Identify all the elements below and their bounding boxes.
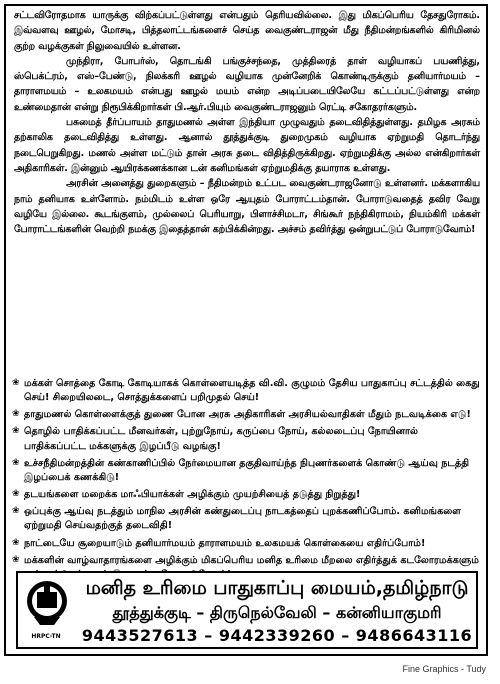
lotus-bullet-icon: ❀ [12,554,20,565]
demand-text: தொழில் பாதிக்கப்பட்ட மீனவர்கள், புற்றுநோய், கருப்பை நோய், கல்லடைப்பு நோயினால் பாதிக்கப்பட்ட மக்களுக்கு இழப்பீடு வழங்கு! [24,426,418,452]
body-text [14,8,480,237]
demand-item [12,408,482,422]
organization-footer [16,571,478,649]
demand-text: மக்கள் சொத்தை கோடி கோடியாகக் கொள்ளையடித்த வி.வி. குழுமம் தேசிய பாதுகாப்பு சட்டத்தில் கைது செய்! சிறையிலடை, சொத்துக்களைப் பறிமுதல் செய்! [24,378,480,404]
printer-credit: Fine Graphics - Tudy [402,664,486,674]
paragraph: முந்திரா, போபர்ஸ், தொடங்கி பங்குச்சந்தை, முத்திரைத் தாள் வழியாகப் பயணித்து, ஸ்பெக்ட்ரம், எஸ்–பேண்டு, நிலக்கரி ஊழல் வழியாக முன்னேறிக் கொண்டிருக்கும் தனியார்மயம் – தாராளமயம் – உலகமயம் என்பது ஊழல் மயம் என்ற அடிப்படையிலேயே கட்டப்பட்டுள்ளது என்ற உண்மைதான் என்று நிரூபிக்கிறார்கள் பி.ஆர்.பியும் வைகுண்டராஜனும் ரெட்டி சகோதரர்களும். [14,55,480,113]
demand-text: மக்களின் வாழ்வாதாரங்களை அழிக்கும் மிகப்பெரிய மனித உரிமை மீறலை எதிர்த்துக் கடலோரமக்களும் [24,554,479,566]
demand-item [12,377,482,405]
demand-text: தடயங்களை மறைக்க மாஃபியாக்கள் அழிக்கும் முயற்சியைத் தடுத்து நிறுத்து! [24,489,361,501]
lotus-bullet-icon: ❀ [12,489,20,500]
paragraph: அரசின் அனைத்து துறைகளும் – நீதிமன்றம் உட்பட வைகுண்டராஜனோடு உள்ளனர். மக்களாகிய நாம் தனியாக உள்ளோம். நம்மிடம் உள்ள ஒரே ஆயுதம் போராட்டம்தான். போராடுவதைத் தவிர வேறு வழியே இல்லை. கூடங்குளம், முல்லைப் பெரியாறு, பிளாச்சிமடா, சிங்கூர் நந்திகிராமம், நியம்கிரி மக்கள் போராட்டங்களின் வெற்றி நமக்கு இதைத்தான் கற்பிக்கின்றது. அச்சம் தவிர்த்து ஒன்றுபட்டுப் போராடுவோம்! [14,178,480,236]
paragraph: பசுமைத் தீர்ப்பாயம் தாதுமணல் அள்ள இந்தியா முழுவதும் தடைவிதித்துள்ளது. தமிழக அரசும் தற்காலிக தடைவிதித்து உள்ளது. ஆனால் தூத்துக்குடி துறைமுகம் வழியாக ஏற்றுமதி தொடர்ந்து நடைபெறுகிறது. மணல் அள்ள மட்டும் தான் அரசு தடை விதித்திருக்கிறது. ஏற்றுமதிக்கு அல்ல என்கிறார்கள் அதிகாரிகள். இன்னும் ஆயிரக்கணக்கான டன் கனிமங்கள் ஏற்றுமதிக்கு தயாராக உள்ளது. [14,117,480,174]
lotus-bullet-icon: ❀ [12,457,20,468]
demand-item [12,537,482,551]
logo-text: HRPC-TN [31,633,61,640]
demand-text: ஒப்புக்கு ஆய்வு நடத்தும் மாநில அரசின் கண்துடைப்பு நாடகத்தைப் புறக்கணிப்போம். கனிமங்களை ஏற்றுமதி செய்வதற்குத் தடைவிதி! [24,506,461,532]
organization-name: மனித உரிமை பாதுகாப்பு மையம்,தமிழ்நாடு [85,577,469,599]
demand-text: நாட்டையே சூறையாடும் தனியார்மயம் தாராளமயம் உலகமயக் கொள்கையை எதிர்ப்போம்! [24,537,426,549]
paragraph: சட்டவிரோதமாக யாருக்கு விற்கப்பட்டுள்ளது என்பதும் தெரியவில்லை. இது மிகப்பெரிய தேசதுரோகம். இவ்வளவு ஊழல், மோசடி, பித்தலாட்டங்களைச் செய்த வைகுண்டராஜன் மீது நீதிமன்றங்களில் கிரிமினல் குற்ற வழக்குகள் நிலுவையில் உள்ளன. [14,10,480,52]
lotus-bullet-icon: ❀ [12,378,20,388]
phone-numbers: 9443527613 – 9442339260 – 9486643116 [81,626,473,645]
lotus-bullet-icon: ❀ [12,426,20,437]
demand-text: தாதுமணல் கொள்ளைக்குத் துணை போன அரசு அதிகாரிகள் அரசியல்வாதிகள் மீதும் நடவடிக்கை எடு! [24,409,471,421]
lotus-bullet-icon: ❀ [12,409,20,420]
demand-text: உச்சநீதிமன்றத்தின் கண்காணிப்பில் நேர்மையான தகுதிவாய்ந்த நிபுணர்களைக் கொண்டு ஆய்வு நடத்தி இழப்பைக் கணக்கிடு! [24,457,470,483]
demand-item [12,488,482,502]
demands-list [12,377,482,585]
places-line: தூத்துக்குடி – திருநெல்வேலி – கன்னியாகுமரி [112,603,442,622]
demand-item [12,457,482,485]
demand-item [12,505,482,533]
demand-item [12,425,482,453]
lotus-bullet-icon: ❀ [12,537,20,548]
lotus-bullet-icon: ❀ [12,506,20,517]
